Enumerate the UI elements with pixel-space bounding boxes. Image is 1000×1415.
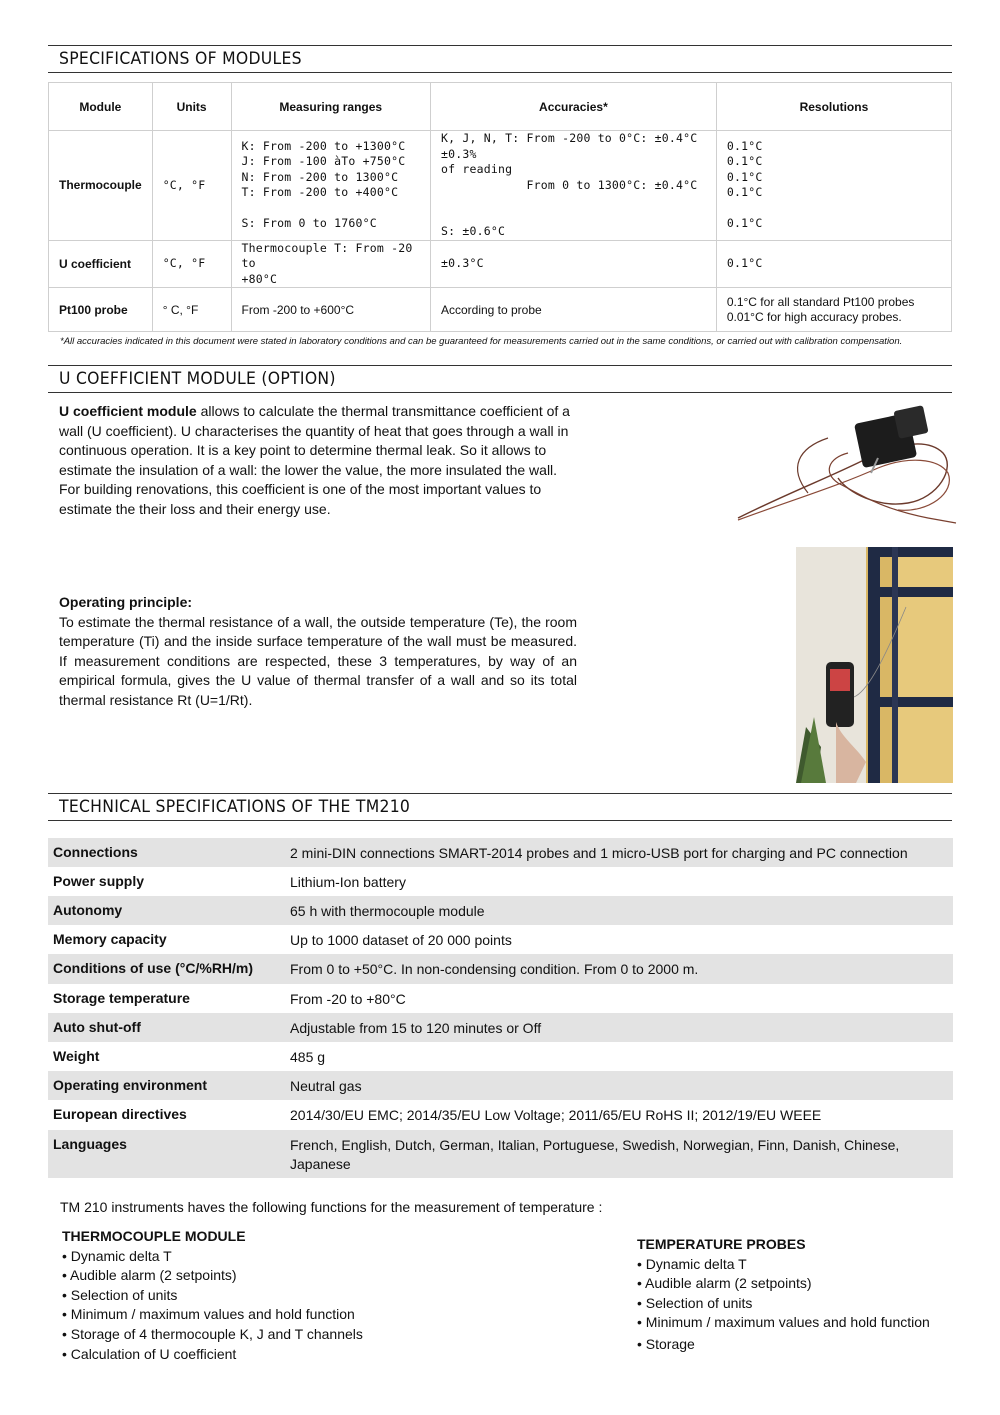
u-coefficient-sensor-image — [728, 398, 958, 538]
operating-principle — [59, 593, 577, 711]
spec-label: Autonomy — [53, 902, 123, 918]
functions-intro: TM 210 instruments haves the following functions for the measurement of temperature : — [60, 1199, 603, 1215]
u-coefficient-intro — [59, 402, 579, 520]
resolutions-cell: 0.1°C 0.1°C 0.1°C 0.1°C 0.1°C — [716, 131, 951, 241]
spec-value: Neutral gas — [290, 1078, 362, 1094]
list-item: • Audible alarm (2 setpoints) — [637, 1275, 812, 1292]
list-item: • Storage of 4 thermocouple K, J and T channels — [62, 1325, 363, 1342]
units-cell: °C, °F — [152, 131, 231, 241]
probe-functions-list — [637, 1235, 977, 1355]
units-cell: °C, °F — [152, 240, 231, 288]
list-item: • Minimum / maximum values and hold function — [637, 1314, 930, 1331]
column-header: Units — [152, 83, 231, 131]
spec-value: 2 mini-DIN connections SMART-2014 probes and 1 micro-USB port for charging and PC connection — [290, 845, 908, 861]
table-row — [48, 984, 953, 1013]
tm210-in-use-image — [796, 547, 953, 783]
table-row — [48, 1013, 953, 1042]
spec-value: 485 g — [290, 1049, 326, 1065]
spec-value: Lithium-Ion battery — [290, 874, 406, 890]
list-item: • Audible alarm (2 setpoints) — [62, 1267, 237, 1284]
accuracies-cell: According to probe — [430, 288, 716, 332]
list-title: THERMOCOUPLE MODULE — [62, 1228, 246, 1244]
column-header: Module — [49, 83, 153, 131]
module-name: Thermocouple — [49, 131, 153, 241]
table-row — [49, 240, 952, 288]
list-item: • Minimum / maximum values and hold function — [62, 1306, 355, 1323]
resolutions-cell: 0.1°C for all standard Pt100 probes 0.01°C for high accuracy probes. — [716, 288, 951, 332]
spec-value: Up to 1000 dataset of 20 000 points — [290, 932, 512, 948]
spec-value: Adjustable from 15 to 120 minutes or Off — [290, 1020, 542, 1036]
column-header: Accuracies* — [430, 83, 716, 131]
section-title: U COEFFICIENT MODULE (OPTION) — [59, 369, 336, 389]
table-row — [48, 1071, 953, 1100]
spec-label: European directives — [53, 1106, 187, 1122]
list-item: • Selection of units — [62, 1286, 178, 1303]
spec-value: From -20 to +80°C — [290, 991, 406, 1007]
thermocouple-functions-list — [62, 1227, 542, 1364]
spec-label: Operating environment — [53, 1077, 208, 1093]
table-row — [48, 1100, 953, 1130]
intro-text: allows to calculate the thermal transmittance coefficient of a wall (U coefficient). U characterises the quantity of heat that goes through a wall in continuous operation. It is a key point to determine thermal leak. So it allows to estimate the insulation of a wall: the lower the value, the more insulated the wall. For building renovations, this coefficient is one of the most important values to estimate the their loss and their energy use. — [59, 403, 570, 517]
section-header-u-coefficient — [48, 365, 952, 393]
spec-label: Storage temperature — [53, 990, 190, 1006]
table-row — [48, 896, 953, 925]
section-title: TECHNICAL SPECIFICATIONS OF THE TM210 — [59, 797, 411, 817]
section-header-modules — [48, 45, 952, 73]
section-title: SPECIFICATIONS OF MODULES — [59, 49, 302, 69]
list-item: • Selection of units — [637, 1294, 753, 1311]
list-title: TEMPERATURE PROBES — [637, 1236, 806, 1252]
spec-label: Power supply — [53, 873, 145, 889]
list-item: • Calculation of U coefficient — [62, 1345, 237, 1362]
spec-label: Languages — [53, 1136, 127, 1152]
table-row — [48, 1042, 953, 1071]
table-row — [48, 867, 953, 896]
spec-value: From 0 to +50°C. In non-condensing condition. From 0 to 2000 m. — [290, 961, 699, 977]
column-header: Resolutions — [716, 83, 951, 131]
section-header-technical — [48, 793, 952, 821]
accuracies-cell: ±0.3°C — [430, 240, 716, 288]
intro-bold: U coefficient module — [59, 403, 197, 419]
table-row — [48, 838, 953, 867]
principle-text: To estimate the thermal resistance of a wall, the outside temperature (Te), the room temperature (Ti) and the inside surface temperature of the wall must be measured. If measurement conditions are respected, these 3 temperatures, by way of an empirical formula, gives the U value of thermal transfer of a wall and so its total thermal resistance Rt (U=1/Rt). — [59, 613, 577, 708]
ranges-cell: From -200 to +600°C — [231, 288, 430, 332]
module-name: U coefficient — [49, 240, 153, 288]
accuracy-footnote: *All accuracies indicated in this document were stated in laboratory conditions and can be guaranteed for measurements carried out in the same conditions, or carried out with calibration compensation. — [60, 336, 903, 347]
list-item: • Dynamic delta T — [62, 1247, 172, 1264]
spec-label: Weight — [53, 1048, 100, 1064]
table-row — [49, 288, 952, 332]
spec-label: Conditions of use (°C/%RH/m) — [53, 960, 254, 976]
table-row — [48, 954, 953, 984]
resolutions-cell: 0.1°C — [716, 240, 951, 288]
spec-label: Auto shut-off — [53, 1019, 141, 1035]
list-item: • Storage — [637, 1335, 695, 1352]
principle-title: Operating principle: — [59, 594, 193, 610]
column-header: Measuring ranges — [231, 83, 430, 131]
ranges-cell: Thermocouple T: From -20 to +80°C — [231, 240, 430, 288]
spec-value: French, English, Dutch, German, Italian, Portuguese, Swedish, Norwegian, Finn, Danish, Chinese, Japanese — [290, 1137, 900, 1172]
ranges-cell: K: From -200 to +1300°C J: From -100 àTo +750°C N: From -200 to 1300°C T: From -200 to +400°C S: From 0 to 1760°C — [231, 131, 430, 241]
accuracies-cell: K, J, N, T: From -200 to 0°C: ±0.4°C ±0.3% of reading From 0 to 1300°C: ±0.4°C S: ±0.6°C — [430, 131, 716, 241]
units-cell: ° C, °F — [152, 288, 231, 332]
module-name: Pt100 probe — [49, 288, 153, 332]
table-row — [48, 1130, 953, 1178]
spec-value: 2014/30/EU EMC; 2014/35/EU Low Voltage; 2011/65/EU RoHS II; 2012/19/EU WEEE — [290, 1107, 822, 1123]
spec-label: Memory capacity — [53, 931, 167, 947]
spec-label: Connections — [53, 844, 138, 860]
table-row — [48, 925, 953, 954]
table-header-row — [49, 83, 952, 131]
spec-value: 65 h with thermocouple module — [290, 903, 485, 919]
table-row — [49, 131, 952, 241]
list-item: • Dynamic delta T — [637, 1255, 747, 1272]
modules-table — [48, 82, 952, 332]
